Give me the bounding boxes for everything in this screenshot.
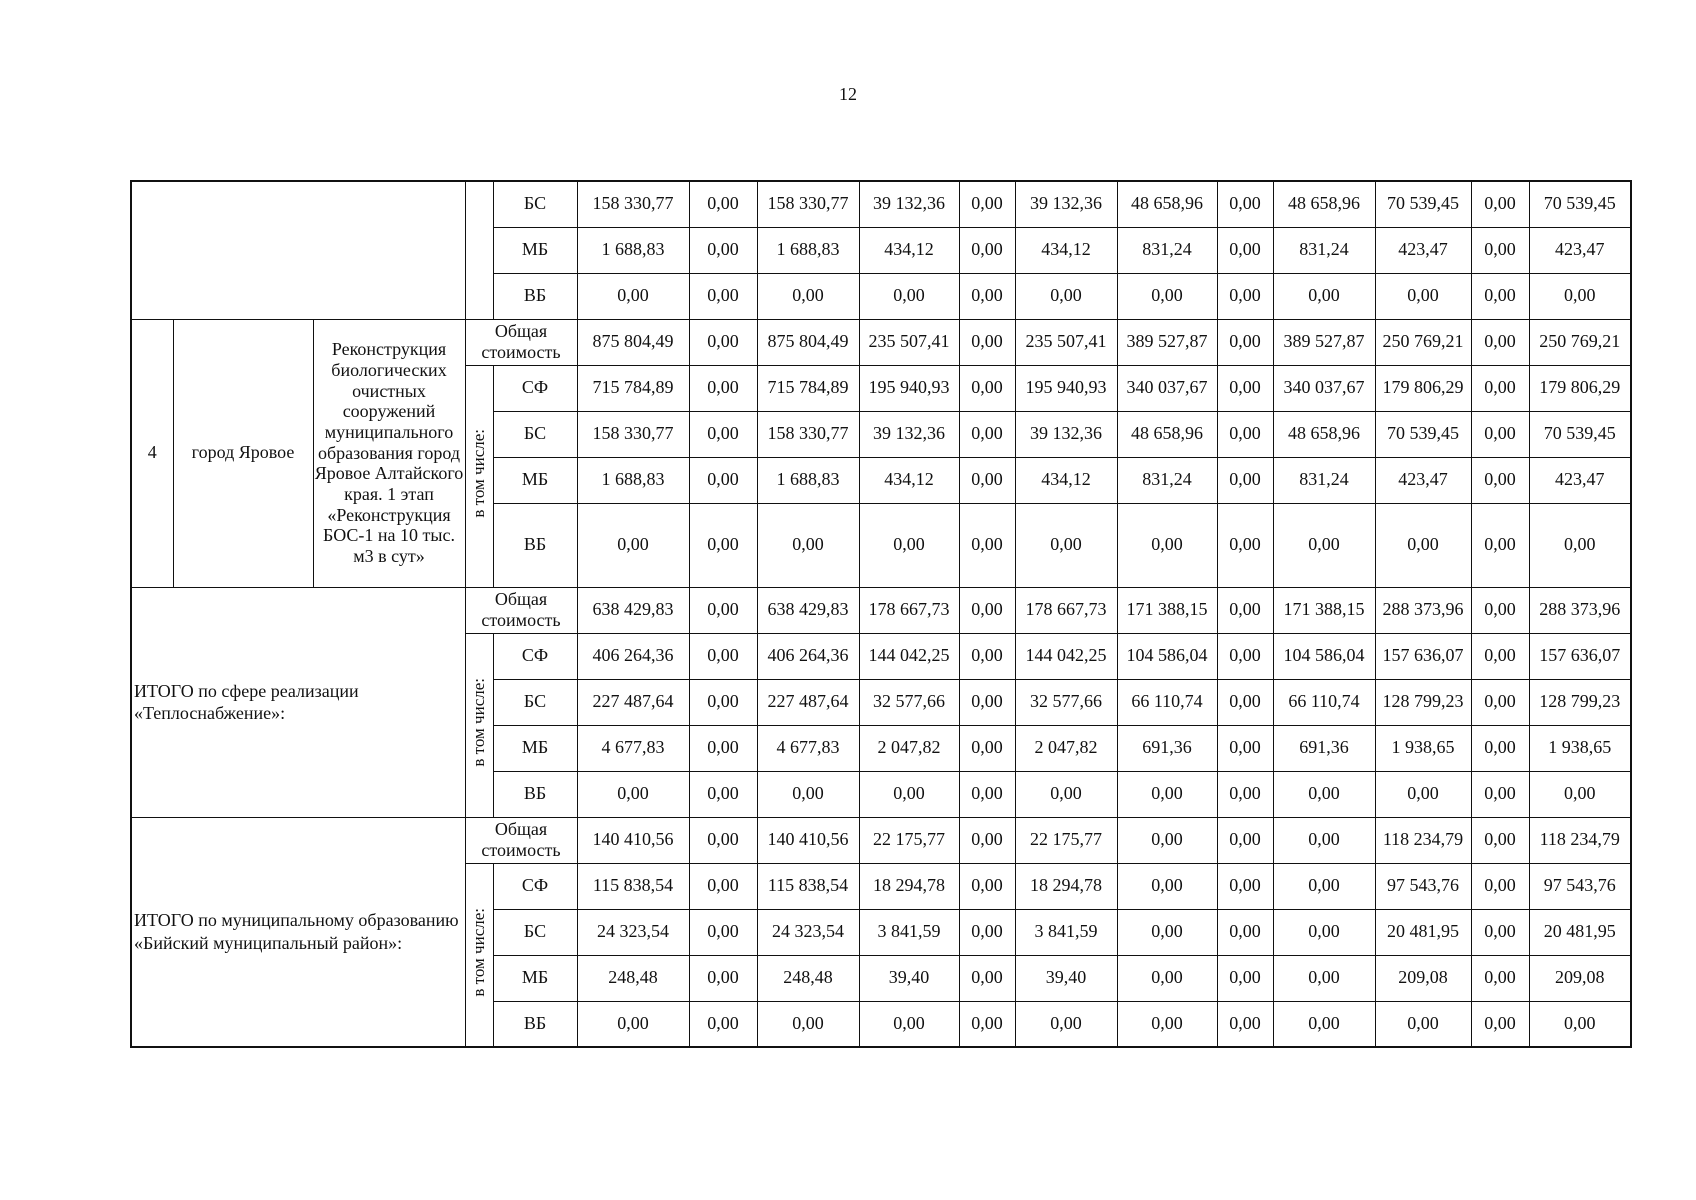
- value-cell: 140 410,56: [757, 817, 859, 863]
- value-cell: 0,00: [689, 955, 757, 1001]
- value-cell: 0,00: [959, 181, 1015, 227]
- value-cell: 0,00: [689, 1001, 757, 1047]
- value-cell: 0,00: [959, 457, 1015, 503]
- value-cell: 158 330,77: [757, 181, 859, 227]
- value-cell: 104 586,04: [1273, 633, 1375, 679]
- value-cell: 0,00: [1217, 503, 1273, 587]
- value-cell: 227 487,64: [577, 679, 689, 725]
- value-cell: 140 410,56: [577, 817, 689, 863]
- value-cell: 22 175,77: [1015, 817, 1117, 863]
- value-cell: 0,00: [1471, 273, 1529, 319]
- including-label: в том числе:: [468, 678, 488, 767]
- value-cell: 115 838,54: [757, 863, 859, 909]
- value-cell: 171 388,15: [1117, 587, 1217, 633]
- value-cell: 0,00: [859, 1001, 959, 1047]
- source-label: МБ: [493, 955, 577, 1001]
- value-cell: 0,00: [859, 273, 959, 319]
- value-cell: 97 543,76: [1375, 863, 1471, 909]
- value-cell: 39 132,36: [1015, 411, 1117, 457]
- value-cell: 406 264,36: [757, 633, 859, 679]
- value-cell: 144 042,25: [859, 633, 959, 679]
- value-cell: 0,00: [859, 503, 959, 587]
- value-cell: 0,00: [1217, 411, 1273, 457]
- value-cell: 831,24: [1117, 227, 1217, 273]
- value-cell: 0,00: [1471, 587, 1529, 633]
- value-cell: 39 132,36: [859, 411, 959, 457]
- source-label: БС: [493, 411, 577, 457]
- source-label: МБ: [493, 725, 577, 771]
- value-cell: 235 507,41: [859, 319, 959, 365]
- value-cell: 48 658,96: [1273, 181, 1375, 227]
- value-cell: 48 658,96: [1117, 181, 1217, 227]
- including-bracket-cell: [465, 181, 493, 319]
- value-cell: 178 667,73: [1015, 587, 1117, 633]
- value-cell: 0,00: [689, 771, 757, 817]
- value-cell: 0,00: [689, 909, 757, 955]
- value-cell: 389 527,87: [1273, 319, 1375, 365]
- value-cell: 0,00: [959, 633, 1015, 679]
- value-cell: 128 799,23: [1375, 679, 1471, 725]
- value-cell: 4 677,83: [757, 725, 859, 771]
- value-cell: 39 132,36: [1015, 181, 1117, 227]
- value-cell: 24 323,54: [757, 909, 859, 955]
- value-cell: 0,00: [1375, 771, 1471, 817]
- value-cell: 423,47: [1375, 227, 1471, 273]
- value-cell: 209,08: [1375, 955, 1471, 1001]
- value-cell: 875 804,49: [757, 319, 859, 365]
- value-cell: 0,00: [1117, 909, 1217, 955]
- value-cell: 0,00: [1015, 1001, 1117, 1047]
- value-cell: 18 294,78: [1015, 863, 1117, 909]
- including-label-cell: [465, 365, 493, 587]
- value-cell: 0,00: [1217, 863, 1273, 909]
- value-cell: 0,00: [1471, 771, 1529, 817]
- value-cell: 0,00: [689, 863, 757, 909]
- table-row: [131, 319, 1631, 365]
- value-cell: 39 132,36: [859, 181, 959, 227]
- value-cell: 389 527,87: [1117, 319, 1217, 365]
- value-cell: 48 658,96: [1273, 411, 1375, 457]
- value-cell: 0,00: [1117, 817, 1217, 863]
- source-label: БС: [493, 181, 577, 227]
- value-cell: 248,48: [577, 955, 689, 1001]
- table-row: [131, 817, 1631, 863]
- source-label: ВБ: [493, 1001, 577, 1047]
- value-cell: 70 539,45: [1375, 411, 1471, 457]
- source-label: СФ: [493, 365, 577, 411]
- value-cell: 20 481,95: [1529, 909, 1631, 955]
- value-cell: 0,00: [1471, 909, 1529, 955]
- value-cell: 0,00: [1117, 771, 1217, 817]
- value-cell: 118 234,79: [1529, 817, 1631, 863]
- value-cell: 0,00: [689, 319, 757, 365]
- value-cell: 0,00: [689, 365, 757, 411]
- value-cell: 0,00: [577, 771, 689, 817]
- value-cell: 70 539,45: [1375, 181, 1471, 227]
- table-row: [131, 181, 1631, 227]
- value-cell: 0,00: [757, 503, 859, 587]
- value-cell: 0,00: [1375, 1001, 1471, 1047]
- value-cell: 0,00: [689, 503, 757, 587]
- value-cell: 423,47: [1375, 457, 1471, 503]
- value-cell: 2 047,82: [1015, 725, 1117, 771]
- value-cell: 691,36: [1273, 725, 1375, 771]
- value-cell: 195 940,93: [1015, 365, 1117, 411]
- value-cell: 0,00: [577, 1001, 689, 1047]
- value-cell: 638 429,83: [577, 587, 689, 633]
- value-cell: 66 110,74: [1117, 679, 1217, 725]
- value-cell: 0,00: [689, 273, 757, 319]
- value-cell: 0,00: [959, 503, 1015, 587]
- value-cell: 0,00: [1217, 365, 1273, 411]
- value-cell: 0,00: [1217, 457, 1273, 503]
- value-cell: 179 806,29: [1375, 365, 1471, 411]
- value-cell: 0,00: [1273, 955, 1375, 1001]
- value-cell: 0,00: [1273, 863, 1375, 909]
- value-cell: 0,00: [1471, 863, 1529, 909]
- source-label: БС: [493, 679, 577, 725]
- value-cell: 18 294,78: [859, 863, 959, 909]
- value-cell: 0,00: [1217, 679, 1273, 725]
- value-cell: 0,00: [959, 725, 1015, 771]
- source-label: ВБ: [493, 503, 577, 587]
- value-cell: 1 938,65: [1375, 725, 1471, 771]
- value-cell: 0,00: [1217, 909, 1273, 955]
- value-cell: 157 636,07: [1375, 633, 1471, 679]
- value-cell: 0,00: [959, 909, 1015, 955]
- value-cell: 0,00: [959, 273, 1015, 319]
- value-cell: 0,00: [1217, 181, 1273, 227]
- value-cell: 0,00: [1217, 955, 1273, 1001]
- value-cell: 0,00: [689, 817, 757, 863]
- value-cell: 0,00: [959, 955, 1015, 1001]
- value-cell: 0,00: [1529, 273, 1631, 319]
- value-cell: 70 539,45: [1529, 411, 1631, 457]
- source-label: ВБ: [493, 273, 577, 319]
- value-cell: 0,00: [1471, 227, 1529, 273]
- page-number: 12: [839, 84, 857, 104]
- value-cell: 0,00: [1471, 181, 1529, 227]
- value-cell: 691,36: [1117, 725, 1217, 771]
- value-cell: 158 330,77: [757, 411, 859, 457]
- value-cell: 423,47: [1529, 457, 1631, 503]
- value-cell: 0,00: [959, 817, 1015, 863]
- value-cell: 209,08: [1529, 955, 1631, 1001]
- value-cell: 0,00: [1217, 587, 1273, 633]
- value-cell: 144 042,25: [1015, 633, 1117, 679]
- value-cell: 0,00: [757, 273, 859, 319]
- value-cell: 0,00: [1471, 319, 1529, 365]
- value-cell: 2 047,82: [859, 725, 959, 771]
- value-cell: 0,00: [689, 587, 757, 633]
- value-cell: 0,00: [959, 227, 1015, 273]
- value-cell: 0,00: [1015, 273, 1117, 319]
- value-cell: 178 667,73: [859, 587, 959, 633]
- value-cell: 0,00: [1217, 227, 1273, 273]
- value-cell: 340 037,67: [1273, 365, 1375, 411]
- value-cell: 158 330,77: [577, 181, 689, 227]
- value-cell: 0,00: [689, 633, 757, 679]
- total-district-label: ИТОГО по муниципальному образованию «Бийский муниципальный район»:: [131, 817, 465, 1047]
- value-cell: 638 429,83: [757, 587, 859, 633]
- value-cell: 0,00: [1015, 771, 1117, 817]
- value-cell: 1 688,83: [577, 457, 689, 503]
- value-cell: 434,12: [1015, 227, 1117, 273]
- value-cell: 875 804,49: [577, 319, 689, 365]
- value-cell: 0,00: [1471, 955, 1529, 1001]
- value-cell: 288 373,96: [1375, 587, 1471, 633]
- total-cost-label: Общая стоимость: [465, 587, 577, 633]
- value-cell: 406 264,36: [577, 633, 689, 679]
- value-cell: 0,00: [1217, 817, 1273, 863]
- value-cell: 250 769,21: [1375, 319, 1471, 365]
- value-cell: 0,00: [1273, 771, 1375, 817]
- source-label: МБ: [493, 457, 577, 503]
- value-cell: 0,00: [577, 273, 689, 319]
- value-cell: 1 688,83: [577, 227, 689, 273]
- value-cell: 235 507,41: [1015, 319, 1117, 365]
- value-cell: 66 110,74: [1273, 679, 1375, 725]
- value-cell: 4 677,83: [577, 725, 689, 771]
- value-cell: 0,00: [1529, 771, 1631, 817]
- value-cell: 0,00: [1217, 771, 1273, 817]
- value-cell: 227 487,64: [757, 679, 859, 725]
- value-cell: 195 940,93: [859, 365, 959, 411]
- value-cell: 0,00: [577, 503, 689, 587]
- value-cell: 0,00: [1471, 503, 1529, 587]
- value-cell: 0,00: [1273, 503, 1375, 587]
- value-cell: 22 175,77: [859, 817, 959, 863]
- value-cell: 0,00: [1217, 319, 1273, 365]
- including-label: в том числе:: [468, 429, 488, 518]
- value-cell: 0,00: [1117, 273, 1217, 319]
- value-cell: 24 323,54: [577, 909, 689, 955]
- value-cell: 0,00: [1529, 503, 1631, 587]
- value-cell: 0,00: [859, 771, 959, 817]
- value-cell: 248,48: [757, 955, 859, 1001]
- source-label: СФ: [493, 633, 577, 679]
- value-cell: 715 784,89: [757, 365, 859, 411]
- value-cell: 32 577,66: [1015, 679, 1117, 725]
- value-cell: 0,00: [1273, 909, 1375, 955]
- value-cell: 39,40: [859, 955, 959, 1001]
- value-cell: 288 373,96: [1529, 587, 1631, 633]
- value-cell: 0,00: [959, 411, 1015, 457]
- value-cell: 0,00: [959, 319, 1015, 365]
- budget-table: [130, 180, 1632, 1048]
- value-cell: 0,00: [757, 1001, 859, 1047]
- value-cell: 1 688,83: [757, 227, 859, 273]
- value-cell: 3 841,59: [859, 909, 959, 955]
- table-row: [131, 587, 1631, 633]
- value-cell: 0,00: [1471, 411, 1529, 457]
- value-cell: 0,00: [959, 587, 1015, 633]
- value-cell: 0,00: [1217, 633, 1273, 679]
- value-cell: 0,00: [1375, 273, 1471, 319]
- value-cell: 0,00: [1273, 817, 1375, 863]
- value-cell: 0,00: [1471, 457, 1529, 503]
- source-label: МБ: [493, 227, 577, 273]
- value-cell: 250 769,21: [1529, 319, 1631, 365]
- project-municipality: город Яровое: [173, 319, 313, 587]
- value-cell: 32 577,66: [859, 679, 959, 725]
- value-cell: 831,24: [1273, 457, 1375, 503]
- value-cell: 39,40: [1015, 955, 1117, 1001]
- value-cell: 157 636,07: [1529, 633, 1631, 679]
- value-cell: 434,12: [859, 457, 959, 503]
- value-cell: 0,00: [1117, 863, 1217, 909]
- value-cell: 340 037,67: [1117, 365, 1217, 411]
- value-cell: 48 658,96: [1117, 411, 1217, 457]
- source-label: ВБ: [493, 771, 577, 817]
- value-cell: 179 806,29: [1529, 365, 1631, 411]
- value-cell: 0,00: [1273, 1001, 1375, 1047]
- value-cell: 104 586,04: [1117, 633, 1217, 679]
- value-cell: 0,00: [757, 771, 859, 817]
- value-cell: 423,47: [1529, 227, 1631, 273]
- value-cell: 1 938,65: [1529, 725, 1631, 771]
- value-cell: 70 539,45: [1529, 181, 1631, 227]
- value-cell: 3 841,59: [1015, 909, 1117, 955]
- including-label: в том числе:: [468, 908, 488, 997]
- value-cell: 97 543,76: [1529, 863, 1631, 909]
- value-cell: 0,00: [689, 457, 757, 503]
- value-cell: 0,00: [1117, 503, 1217, 587]
- value-cell: 0,00: [1375, 503, 1471, 587]
- value-cell: 0,00: [1471, 725, 1529, 771]
- value-cell: 0,00: [689, 181, 757, 227]
- value-cell: 0,00: [959, 863, 1015, 909]
- value-cell: 434,12: [1015, 457, 1117, 503]
- value-cell: 0,00: [1015, 503, 1117, 587]
- value-cell: 20 481,95: [1375, 909, 1471, 955]
- value-cell: 0,00: [1471, 365, 1529, 411]
- value-cell: 0,00: [689, 679, 757, 725]
- value-cell: 115 838,54: [577, 863, 689, 909]
- value-cell: 0,00: [1217, 1001, 1273, 1047]
- value-cell: 0,00: [1117, 955, 1217, 1001]
- value-cell: 0,00: [1273, 273, 1375, 319]
- value-cell: 0,00: [1471, 1001, 1529, 1047]
- value-cell: 1 688,83: [757, 457, 859, 503]
- value-cell: 0,00: [689, 227, 757, 273]
- including-label-cell: [465, 633, 493, 817]
- total-cost-label: Общая стоимость: [465, 319, 577, 365]
- total-cost-label: Общая стоимость: [465, 817, 577, 863]
- continued-empty-cell: [131, 181, 465, 319]
- value-cell: 0,00: [1217, 273, 1273, 319]
- value-cell: 158 330,77: [577, 411, 689, 457]
- value-cell: 0,00: [959, 771, 1015, 817]
- value-cell: 171 388,15: [1273, 587, 1375, 633]
- value-cell: 0,00: [959, 679, 1015, 725]
- value-cell: 0,00: [1529, 1001, 1631, 1047]
- value-cell: 715 784,89: [577, 365, 689, 411]
- value-cell: 831,24: [1117, 457, 1217, 503]
- value-cell: 0,00: [1217, 725, 1273, 771]
- value-cell: 0,00: [959, 1001, 1015, 1047]
- source-label: СФ: [493, 863, 577, 909]
- value-cell: 0,00: [1471, 633, 1529, 679]
- value-cell: 0,00: [959, 365, 1015, 411]
- including-label-cell: [465, 863, 493, 1047]
- value-cell: 118 234,79: [1375, 817, 1471, 863]
- value-cell: 0,00: [1471, 679, 1529, 725]
- project-name: Реконструкция биологических очистных сооружений муниципального образования город Яровое Алтайского края. 1 этап «Реконструкция БОС-1 на 10 тыс. м3 в сут»: [313, 319, 465, 587]
- project-number: 4: [131, 319, 173, 587]
- source-label: БС: [493, 909, 577, 955]
- value-cell: 0,00: [1117, 1001, 1217, 1047]
- value-cell: 0,00: [1471, 817, 1529, 863]
- value-cell: 831,24: [1273, 227, 1375, 273]
- total-heat-label: ИТОГО по сфере реализации «Теплоснабжение»:: [131, 587, 465, 817]
- value-cell: 128 799,23: [1529, 679, 1631, 725]
- value-cell: 0,00: [689, 725, 757, 771]
- value-cell: 0,00: [689, 411, 757, 457]
- value-cell: 434,12: [859, 227, 959, 273]
